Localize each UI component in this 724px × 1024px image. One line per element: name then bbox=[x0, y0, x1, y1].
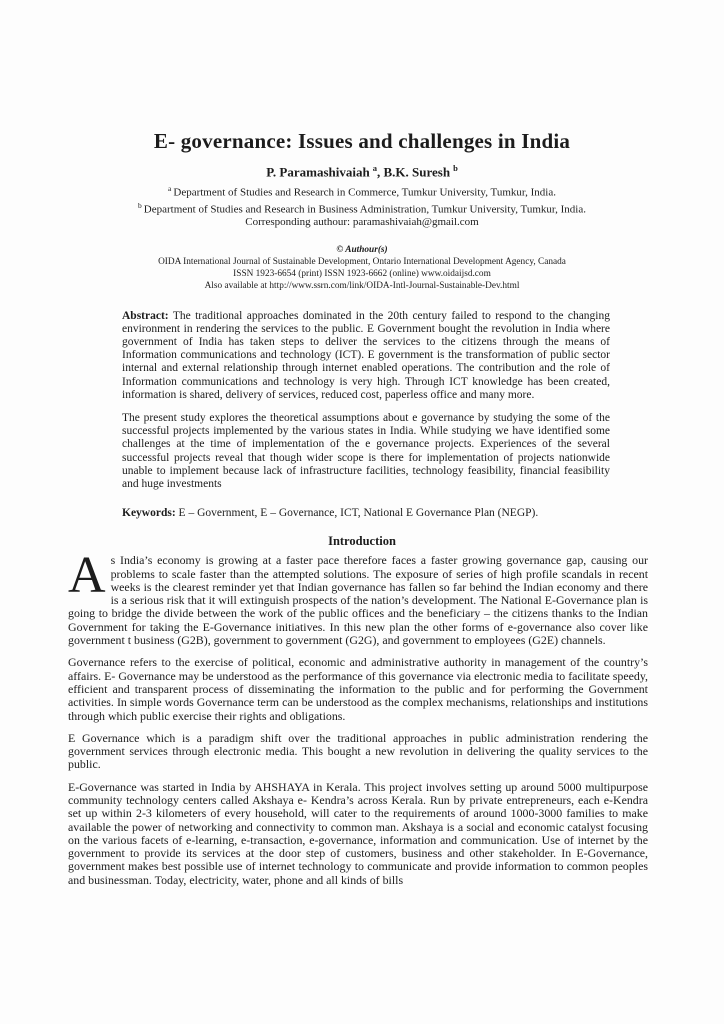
authors-separator: , bbox=[376, 164, 384, 180]
introduction-body bbox=[68, 547, 648, 887]
affiliation-b bbox=[0, 200, 724, 216]
intro-paragraph-1 bbox=[68, 547, 648, 648]
author-2-affiliation-mark: b bbox=[453, 163, 458, 173]
authors-line bbox=[0, 163, 724, 180]
introduction-heading: Introduction bbox=[328, 534, 396, 549]
keywords-label: Keywords: bbox=[122, 507, 176, 520]
intro-paragraph-4: E-Governance was started in India by AHSHAYA in Kerala. This project involves setting up around 5000 multipurpose community technology centers called Akshaya e- Kendra’s across Kerala. Run by private entrepreneurs, each e-Kendra set up within 2-3 kilometers of every household, will cater to the requirements of around 1000-3000 families to make available the power of networking and connectivity to common man. Akshaya is a social and economic catalyst focusing on the various facets of e-learning, e-transaction, e-governance, information and communication. Use of internet by the government to provide its services at the door step of customers, business and other stakeholder. In E-Governance, government makes best possible use of internet technology to communicate and provide information to common peoples and businessman. Today, electricity, water, phone and all kinds of bills bbox=[68, 779, 648, 887]
intro-paragraph-1-text: s India’s economy is growing at a faster pace therefore faces a faster growing governance gap, causing our problems to scale faster than the attempted solutions. The exposure of series of high profile scandals in recent weeks is the clearest reminder yet that Indian governance has fallen so far behind the Indian economy and there is a serious risk that it will extinguish prospects of the nation’s development. The National E-Governance plan is going to bridge the divide between the work of the public offices and the beneficiary – the citizens thanks to the Indian Government for taking the E-Governance initiatives. In this new plan the other forms of e-governance also cover like government t business (G2B), government to government (G2G), and government to employees (G2E) channels. bbox=[68, 553, 648, 648]
journal-imprint bbox=[0, 245, 724, 292]
keywords-line bbox=[122, 507, 610, 519]
author-2: B.K. Suresh bbox=[383, 164, 451, 180]
intro-paragraph-3: E Governance which is a paradigm shift over the traditional approaches in public administration rendering the government services through electronic media. This bought a new revolution in delivering the quality services to the public. bbox=[68, 730, 648, 772]
keywords-text: E – Government, E – Governance, ICT, National E Governance Plan (NEGP). bbox=[175, 507, 539, 520]
corresponding-author-line: Corresponding authour: paramashivaiah@gmail.com bbox=[245, 215, 479, 228]
availability-line: Also available at http://www.ssrn.com/link/OIDA-Intl-Journal-Sustainable-Dev.html bbox=[204, 280, 520, 291]
affiliation-b-text: Department of Studies and Research in Business Administration, Tumkur University, Tumkur, India. bbox=[143, 203, 586, 216]
affiliation-a-text: Department of Studies and Research in Commerce, Tumkur University, Tumkur, India. bbox=[173, 186, 556, 199]
paper-title: E- governance: Issues and challenges in India bbox=[153, 129, 571, 153]
affiliation-b-mark: b bbox=[138, 200, 142, 210]
intro-paragraph-2: Governance refers to the exercise of political, economic and administrative authority in management of the country’s affairs. E- Governance may be understood as the performance of this governance via electronic media to facilitate speedy, efficient and transparent process of disseminating the information to the public and for performing the Government activities. In simple words Governance term can be understood as the complex mechanisms, relationships and institutions through which public exercise their rights and obligations. bbox=[68, 655, 648, 723]
drop-cap: A bbox=[68, 547, 106, 605]
abstract-paragraph-2: The present study explores the theoretical assumptions about e governance by studying the some of the successful projects implemented by the various states in India. While studying we have identified some challenges at the time of implementation of the e governance projects. Experiences of the several successful projects reveal that though wider scope is there for implementation of projects nationwide unable to implement because lack of infrastructure facilities, technology feasibility, financial feasibility and huge investments bbox=[122, 412, 610, 491]
abstract-paragraph-1-text: The traditional approaches dominated in the 20th century failed to respond to the changing environment in rendering the services to the public. E Government bought the revolution in India where government of India has taken steps to deliver the services to the citizens through the means of Information communications and technology (ICT). E government is the transformation of public sector internal and external relationship through internet enabled operations. The contribution and the role of Information communications and technology is very high. Through ICT knowledge has been created, information is shared, delivery of services, reduced cost, paperless office and many more. bbox=[122, 309, 610, 401]
abstract-paragraph-1 bbox=[122, 310, 610, 402]
abstract-label: Abstract: bbox=[122, 309, 169, 322]
copyright-line: © Authour(s) bbox=[336, 245, 388, 256]
affiliations-block bbox=[0, 183, 724, 228]
affiliation-a-mark: a bbox=[168, 184, 172, 194]
author-1: P. Paramashivaiah bbox=[266, 164, 370, 180]
abstract-section bbox=[122, 310, 610, 492]
issn-line: ISSN 1923-6654 (print) ISSN 1923-6662 (online) www.oidaijsd.com bbox=[233, 269, 491, 280]
journal-name-line: OIDA International Journal of Sustainable Development, Ontario International Development Agency, Canada bbox=[158, 257, 566, 268]
author-1-affiliation-mark: a bbox=[372, 163, 377, 173]
affiliation-a bbox=[0, 183, 724, 199]
